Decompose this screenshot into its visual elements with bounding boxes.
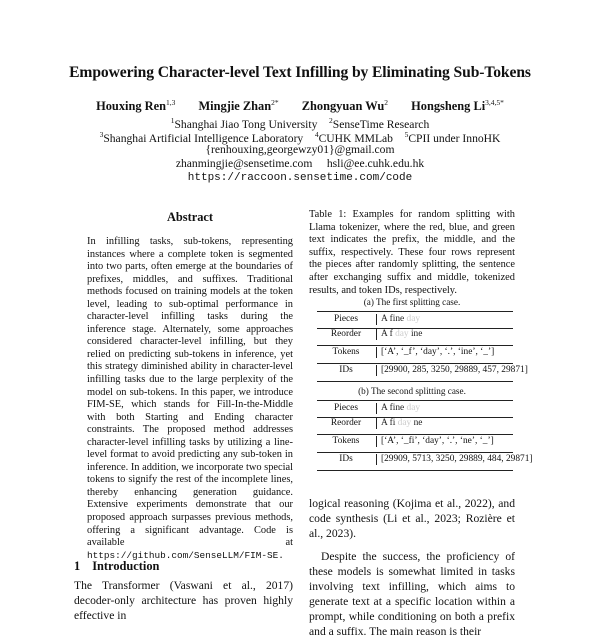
table-b-row-ids: IDs [29909, 5713, 3250, 29889, 484, 29871] (339, 454, 533, 464)
paper-title: Empowering Character-level Text Infilling by Eliminating Sub-Tokens (69, 64, 531, 81)
author-list (0, 98, 600, 114)
author-2: Mingjie Zhan$^{2*}$ (198, 98, 279, 114)
right-paragraph-1: logical reasoning (Kojima et al., 2022), and code synthesis (Li et al., 2023; Rozière et al., 2023). (309, 497, 515, 540)
abstract-body (87, 236, 293, 562)
table-b-row-reorder: Reorder A fi day ne (330, 418, 423, 428)
table-a-row-ids: IDs [29900, 285, 3250, 29889, 457, 29871] (339, 365, 528, 375)
table-b-row-tokens: Tokens [‘A’, ‘_fi’, ‘day’, ‘.’, ‘ne’, ‘_’] (332, 436, 494, 446)
affiliation-line-1: $^1$Shanghai Jiao Tong University $^2$SenseTime Research (170, 116, 430, 131)
section-heading-introduction: 1 Introduction (74, 559, 160, 573)
affiliation-line-2: $^3$Shanghai Artificial Intelligence Laboratory $^4$CUHK MMLab $^5$CPII under InnoHK (99, 130, 501, 145)
table-caption: Table 1: Examples for random splitting with Llama tokenizer, where the red, blue, and green text indicates the prefix, the middle, and the suffix, respectively. These four rows represent the pieces after randomly splitting, the sentence after exchanging suffix and middle, tokenized results, and token IDs, respectively. (309, 209, 515, 296)
right-paragraph-2: Despite the success, the proficiency of these models is somewhat limited in tasks involving text infilling, which aims to generate text at a specific location within a prompt, while conditioning on both a prefix and a suffix. The main reason is their (309, 550, 515, 638)
abstract-heading: Abstract (166, 210, 214, 224)
table-a-row-reorder: Reorder A f day ine (330, 329, 423, 339)
email-line-2 (0, 156, 600, 171)
table-b (317, 400, 533, 467)
author-3: Zhongyuan Wu$^2$ (301, 98, 389, 114)
project-url[interactable]: https://raccoon.sensetime.com/code (187, 172, 413, 184)
email-zhan: zhanmingjie@sensetime.com (175, 157, 313, 170)
table-a-row-pieces: Pieces A fine day (334, 314, 421, 324)
email-line-1: {renhouxing,georgewzy01}@gmail.com (205, 143, 395, 156)
abstract-text: In infilling tasks, sub-tokens, representing instances where a complete token is segmented into two parts, often emerge at the boundaries of prefixes, middles, and suffixes. Traditional methods focused on training models at the token level, leading to sub-optimal performance in character-level infilling tasks during the inference stage. Alternately, some approaches considered character-level infilling, but they relied on predicting sub-tokens in inference, yet this strategy diminished ability in character-level infilling tasks due to the large perplexity of the model on sub-tokens. In this paper, we introduce FIM-SE, which stands for Fill-In-the-Middle with both Starting and Ending character constraints. The proposed method addresses character-level infilling tasks by utilizing a line-level format to avoid predicting any sub-token in inference. In addition, we incorporate two special tokens to signify the rest of the incomplete lines, thereby enhancing generation guidance. Extensive experiments demonstrate that our proposed approach surpasses previous methods, offering a significant advantage. Code is available at (87, 236, 293, 549)
email-li: hsli@ee.cuhk.edu.hk (326, 157, 425, 170)
table-a (317, 311, 528, 378)
table-a-caption: (a) The first splitting case. (363, 297, 461, 307)
table-b-row-pieces: Pieces A fine day (334, 403, 421, 413)
introduction-text: The Transformer (Vaswani et al., 2017) decoder-only architecture has proven highly effective in (74, 579, 293, 622)
right-column-body (309, 496, 515, 639)
author-4: Hongsheng $Li^{3,4,5*}$ (411, 98, 504, 114)
table-a-row-tokens: Tokens [‘A’, ‘_f’, ‘day’, ‘.’, ‘ine’, ‘_’] (332, 347, 495, 357)
abstract-code-link[interactable]: https://github.com/SenseLLM/FIM-SE. (87, 549, 284, 561)
table-b-caption: (b) The second splitting case. (358, 386, 466, 396)
author-1: Houxing Ren$^{1,3}$ (96, 98, 176, 114)
